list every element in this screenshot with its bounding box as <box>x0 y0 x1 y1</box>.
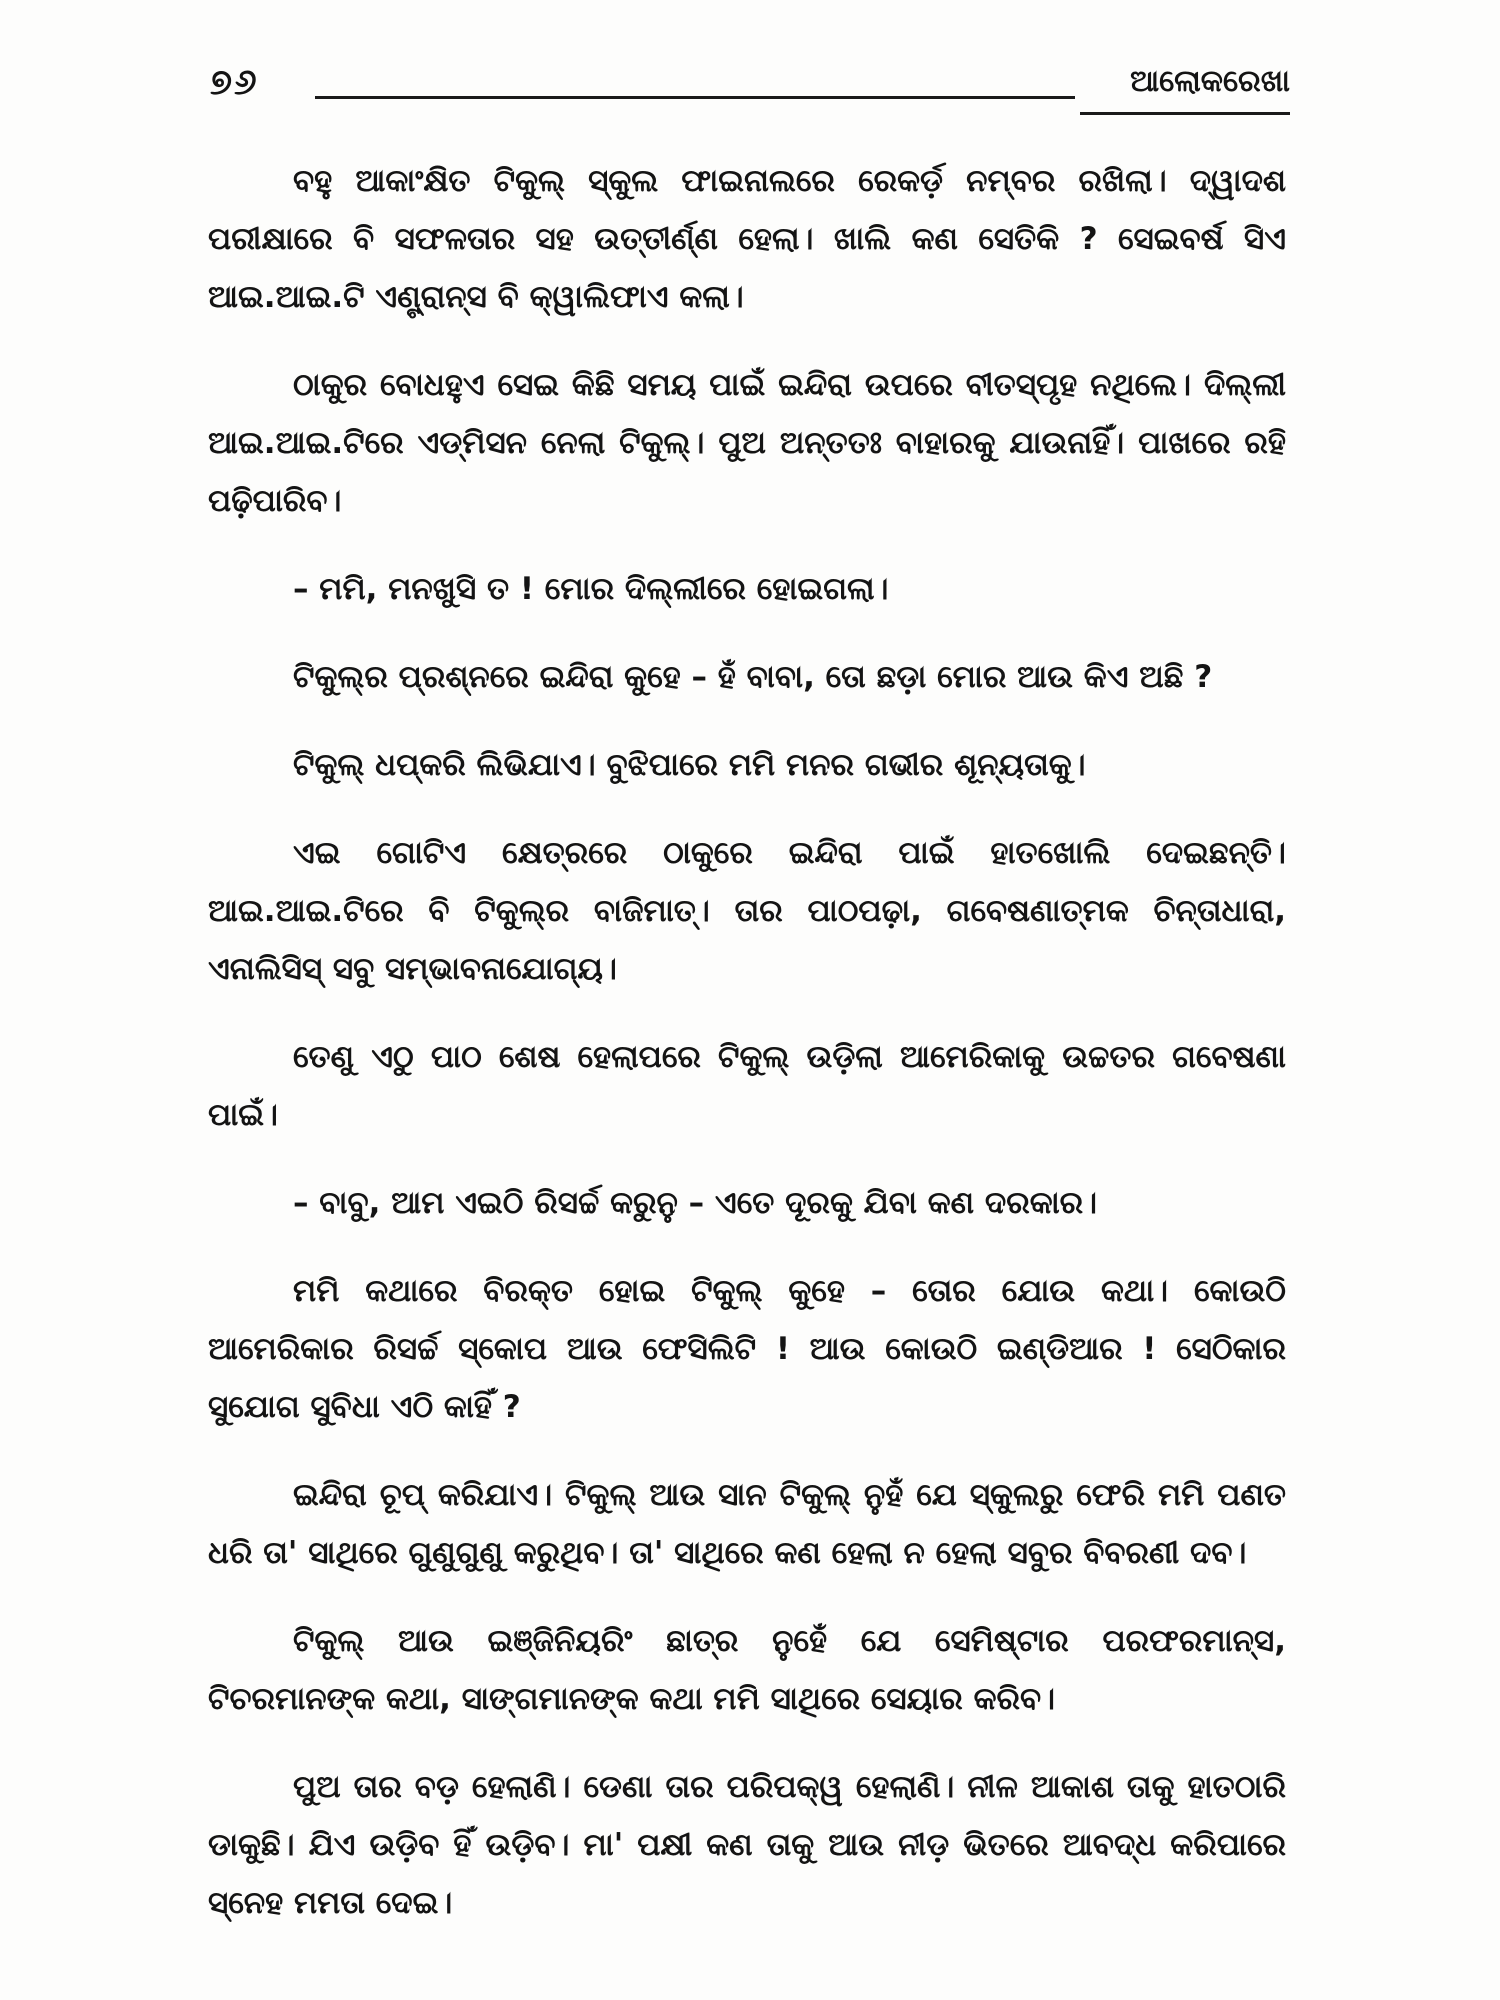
paragraph: ଟିକୁଲ୍ ଧପ୍‌କରି ଲିଭିଯାଏ। ବୁଝିପାରେ ମମି ମନର ଗଭୀର ଶୂନ୍ୟତାକୁ। <box>293 747 1086 783</box>
dialogue-line: – ମମି, ମନଖୁସି ତ ! ମୋର ଦିଲ୍ଲୀରେ ହୋଇଗଲା। <box>293 571 889 607</box>
paragraph: ଟିକୁଲ୍ ଆଉ ଇଞ୍ଜିନିୟରିଂ ଛାତ୍ର ନୁହେଁ ଯେ ସେମିଷ୍ଟାର ପରଫରମାନ୍ସ, ଟିଚରମାନଙ୍କ କଥା, ସାଙ୍ଗମାନଙ୍କ କଥା ମମି ସାଥିରେ ସେୟାର କରିବ। <box>208 1623 1286 1717</box>
paragraph: ତେଣୁ ଏଠୁ ପାଠ ଶେଷ ହେଲାପରେ ଟିକୁଲ୍ ଉଡ଼ିଲା ଆମେରିକାକୁ ଉଚ୍ଚତର ଗବେଷଣା ପାଇଁ। <box>208 1039 1286 1133</box>
running-title: ଆଲୋକରେଖା <box>1130 64 1290 99</box>
paragraph: ଇନ୍ଦିରା ଚୂପ୍ କରିଯାଏ। ଟିକୁଲ୍ ଆଉ ସାନ ଟିକୁଲ୍ ନୁହଁ ଯେ ସ୍କୁଲରୁ ଫେରି ମମି ପଣତ ଧରି ତା' ସାଥିରେ ଗୁଣୁଗୁଣୁ କରୁଥିବ। ତା' ସାଥିରେ କଣ ହେଲା ନ ହେଲା ସବୁର ବିବରଣୀ ଦବ। <box>208 1477 1286 1571</box>
paragraph: ମମି କଥାରେ ବିରକ୍ତ ହୋଇ ଟିକୁଲ୍ କୁହେ – ତୋର ଯୋଉ କଥା। କୋଉଠି ଆମେରିକାର ରିସର୍ଚ୍ଚ ସ୍କୋପ ଆଉ ଫେସିଲିଟି ! ଆଉ କୋଉଠି ଇଣ୍ଡିଆର ! ସେଠିକାର ସୁଯୋଗ ସୁବିଧା ଏଠି କାହିଁ ? <box>208 1273 1286 1425</box>
dialogue-line: – ବାବୁ, ଆମ ଏଇଠି ରିସର୍ଚ୍ଚ କରୁନୁ – ଏତେ ଦୂରକୁ ଯିବା କଣ ଦରକାର। <box>293 1185 1098 1221</box>
paragraph: ପୁଅ ତାର ବଡ଼ ହେଲାଣି। ଡେଣା ତାର ପରିପକ୍ୱ ହେଲାଣି। ନୀଳ ଆକାଶ ତାକୁ ହାତଠାରି ଡାକୁଛି। ଯିଏ ଉଡ଼ିବ ହିଁ ଉଡ଼ିବ। ମା' ପକ୍ଷୀ କଣ ତାକୁ ଆଉ ନୀଡ଼ ଭିତରେ ଆବଦ୍ଧ କରିପାରେ ସ୍ନେହ ମମତା ଦେଇ। <box>208 1769 1286 1921</box>
body-text <box>208 152 1286 1962</box>
page-header <box>210 62 1290 122</box>
paragraph: ଏଇ ଗୋଟିଏ କ୍ଷେତ୍ରରେ ଠାକୁରେ ଇନ୍ଦିରା ପାଇଁ ହାତଖୋଲି ଦେଇଛନ୍ତି। ଆଇ.ଆଇ.ଟିରେ ବି ଟିକୁଲ୍‌ର ବାଜିମାତ୍। ତାର ପାଠପଢ଼ା, ଗବେଷଣାତ୍ମକ ଚିନ୍ତାଧାରା, ଏନାଲିସିସ୍ ସବୁ ସମ୍ଭାବନାଯୋଗ୍ୟ। <box>208 835 1286 987</box>
paragraph: ଟିକୁଲ୍‌ର ପ୍ରଶ୍ନରେ ଇନ୍ଦିରା କୁହେ – ହଁ ବାବା, ତୋ ଛଡ଼ା ମୋର ଆଉ କିଏ ଅଛି ? <box>293 659 1213 695</box>
paragraph: ବହୁ ଆକାଂକ୍ଷିତ ଟିକୁଲ୍ ସ୍କୁଲ ଫାଇନାଲରେ ରେକର୍ଡ଼ ନମ୍ବର ରଖିଲା। ଦ୍ୱାଦଶ ପରୀକ୍ଷାରେ ବି ସଫଳତାର ସହ ଉତ୍ତୀର୍ଣ୍ଣ ହେଲା। ଖାଲି କଣ ସେତିକି ? ସେଇବର୍ଷ ସିଏ ଆଇ.ଆଇ.ଟି ଏଣ୍ଟ୍ରାନ୍ସ ବି କ୍ୱାଲିଫାଏ କଲା। <box>208 163 1286 315</box>
paragraph: ଠାକୁର ବୋଧହୁଏ ସେଇ କିଛି ସମୟ ପାଇଁ ଇନ୍ଦିରା ଉପରେ ବୀତସ୍ପୃହ ନଥିଲେ। ଦିଲ୍ଲୀ ଆଇ.ଆଇ.ଟିରେ ଏଡ୍‌ମିସନ ନେଲା ଟିକୁଲ୍। ପୁଅ ଅନ୍ତତଃ ବାହାରକୁ ଯାଉନାହିଁ। ପାଖରେ ରହି ପଢ଼ିପାରିବ। <box>208 367 1286 519</box>
header-underline <box>1080 112 1290 115</box>
header-rule <box>315 96 1075 99</box>
page-number: ୭୬ <box>210 62 259 103</box>
